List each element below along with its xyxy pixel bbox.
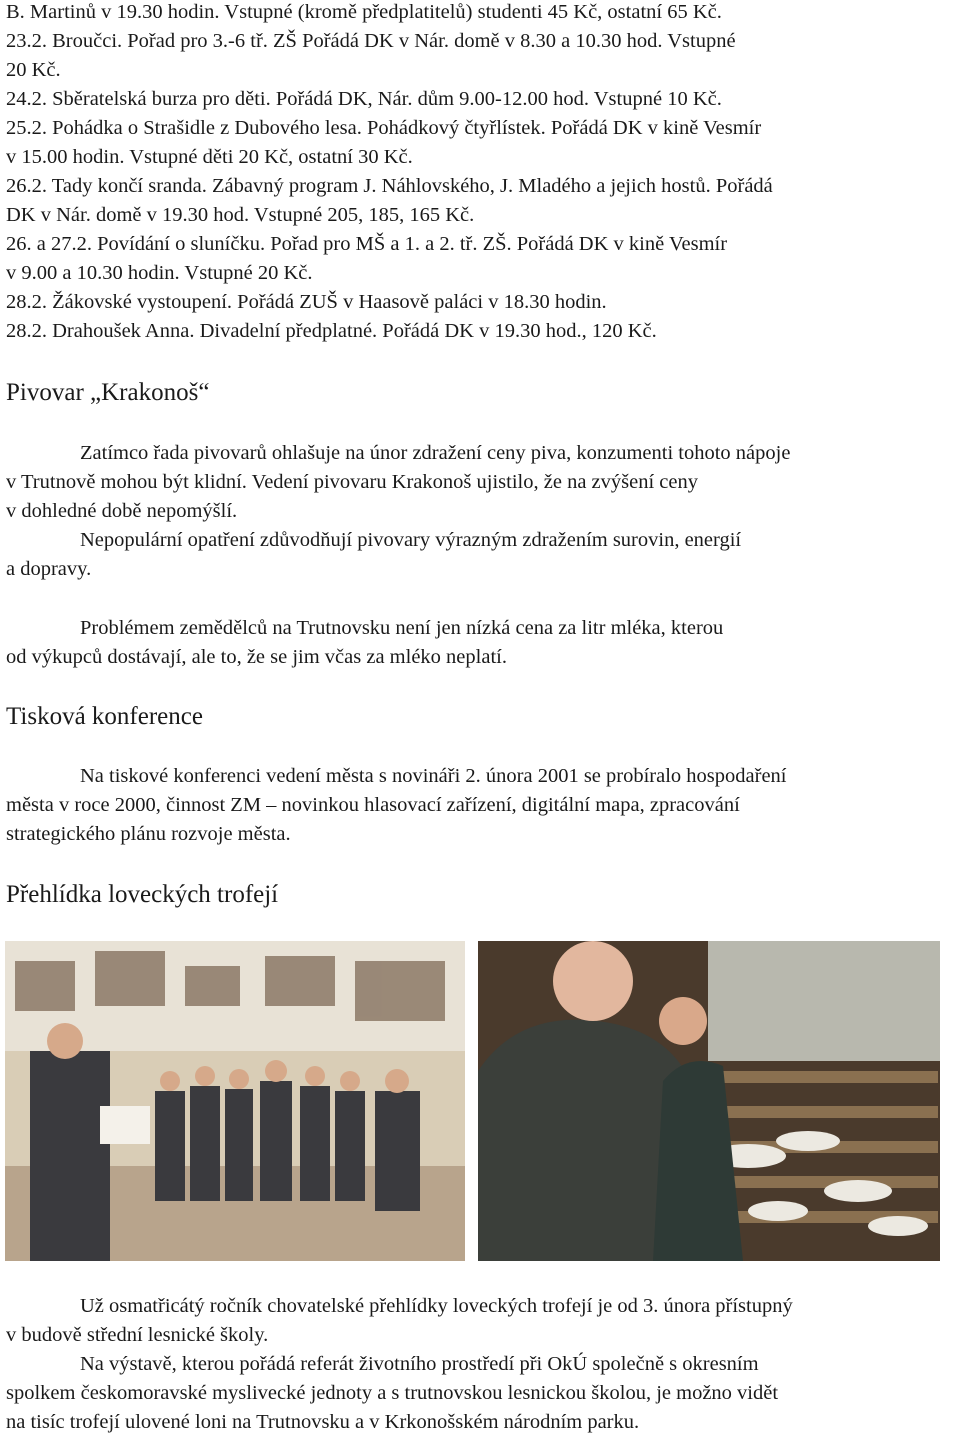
event-line: 28.2. Žákovské vystoupení. Pořádá ZUŠ v Haasově paláci v 18.30 hodin.: [6, 291, 607, 313]
event-line: 24.2. Sběratelská burza pro děti. Pořádá DK, Nár. dům 9.00-12.00 hod. Vstupné 10 Kč.: [6, 88, 722, 110]
paragraph-line: Na tiskové konferenci vedení města s novináři 2. února 2001 se probíralo hospodaření: [80, 765, 787, 787]
paragraph-line: v dohledné době nepomýšlí.: [6, 500, 238, 522]
paragraph-line: v budově střední lesnické školy.: [6, 1324, 269, 1346]
event-line: B. Martinů v 19.30 hodin. Vstupné (kromě předplatitelů) studenti 45 Kč, ostatní 65 Kč.: [6, 1, 722, 23]
paragraph-line: na tisíc trofejí ulovené loni na Trutnovsku a v Krkonošském národním parku.: [6, 1411, 640, 1433]
paragraph-line: Problémem zemědělců na Trutnovsku není jen nízká cena za litr mléka, kterou: [80, 617, 724, 639]
event-line: 23.2. Broučci. Pořad pro 3.-6 tř. ZŠ Pořádá DK v Nár. domě v 8.30 a 10.30 hod. Vstupné: [6, 30, 736, 52]
event-line: DK v Nár. domě v 19.30 hod. Vstupné 205, 185, 165 Kč.: [6, 204, 475, 226]
section-heading-pivovar: Pivovar „Krakonoš“: [6, 379, 210, 406]
event-line: v 15.00 hodin. Vstupné děti 20 Kč, ostatní 30 Kč.: [6, 146, 413, 168]
event-line: 26. a 27.2. Povídání o sluníčku. Pořad pro MŠ a 1. a 2. tř. ZŠ. Pořádá DK v kině Vesmír: [6, 233, 728, 255]
paragraph-line: strategického plánu rozvoje města.: [6, 823, 291, 845]
section-heading-konference: Tisková konference: [6, 703, 203, 730]
paragraph-line: od výkupců dostávají, ale to, že se jim včas za mléko neplatí.: [6, 646, 507, 668]
paragraph-line: Na výstavě, kterou pořádá referát životního prostředí při OkÚ společně s okresním: [80, 1353, 759, 1375]
event-line: 25.2. Pohádka o Strašidle z Dubového lesa. Pohádkový čtyřlístek. Pořádá DK v kině Vesmír: [6, 117, 762, 139]
paragraph-line: města v roce 2000, činnost ZM – novinkou hlasovací zařízení, digitální mapa, zpracování: [6, 794, 740, 816]
trophy-hall-group-photo: [5, 941, 465, 1261]
paragraph-line: spolkem českomoravské myslivecké jednoty a s trutnovskou lesnickou školou, je možno vidět: [6, 1382, 779, 1404]
event-line: 20 Kč.: [6, 59, 61, 81]
event-line: 28.2. Drahoušek Anna. Divadelní předplatné. Pořádá DK v 19.30 hod., 120 Kč.: [6, 320, 657, 342]
section-heading-trofeje: Přehlídka loveckých trofejí: [6, 881, 279, 908]
paragraph-line: a dopravy.: [6, 558, 92, 580]
event-line: 26.2. Tady končí sranda. Zábavný program J. Náhlovského, J. Mladého a jejich hostů. Pořádá: [6, 175, 773, 197]
paragraph-line: Nepopulární opatření zdůvodňují pivovary výrazným zdražením surovin, energií: [80, 529, 742, 551]
paragraph-line: v Trutnově mohou být klidní. Vedení pivovaru Krakonoš ujistilo, že na zvýšení ceny: [6, 471, 698, 493]
paragraph-line: Už osmatřicátý ročník chovatelské přehlídky loveckých trofejí je od 3. února přístupný: [80, 1295, 793, 1317]
trophy-inspection-photo: [478, 941, 940, 1261]
event-line: v 9.00 a 10.30 hodin. Vstupné 20 Kč.: [6, 262, 313, 284]
paragraph-line: Zatímco řada pivovarů ohlašuje na únor zdražení ceny piva, konzumenti tohoto nápoje: [80, 442, 791, 464]
